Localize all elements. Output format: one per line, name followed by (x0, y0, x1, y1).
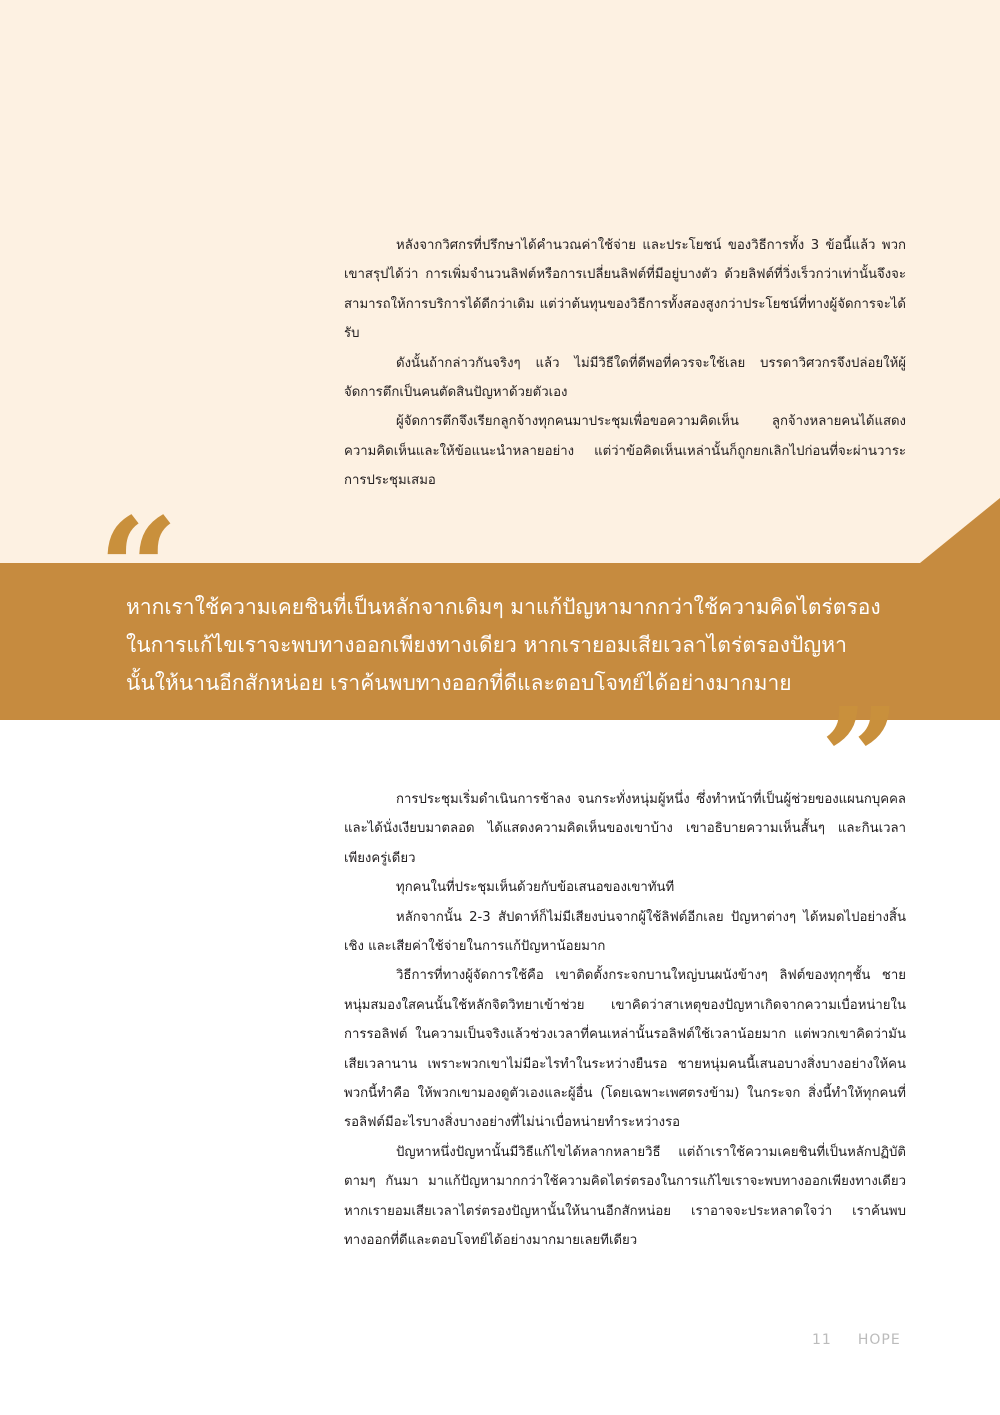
intro-paragraph: ผู้จัดการตึกจึงเรียกลูกจ้างทุกคนมาประชุมเพื่อขอความคิดเห็น ลูกจ้างหลายคนได้แสดงความคิดเห็นและให้ข้อแนะนำหลายอย่าง แต่ว่าข้อคิดเห็นเหล่านั้นก็ถูกยกเลิกไปก่อนที่จะผ่านวาระการประชุมเสมอ (344, 414, 906, 489)
page-footer (812, 1332, 912, 1348)
pull-quote-line: หากเราใช้ความเคยชินที่เป็นหลักจากเดิมๆ มาแก้ปัญหามากกว่าใช้ความคิดไตร่ตรอง (126, 595, 881, 619)
pull-quote (126, 588, 886, 702)
main-paragraph: วิธีการที่ทางผู้จัดการใช้คือ เขาติดตั้งกระจกบานใหญ่บนผนังข้างๆ ลิฟต์ของทุกๆชั้น ชายหนุ่มสมองใสคนนั้นใช้หลักจิตวิทยาเข้าช่วย เขาคิดว่าสาเหตุของปัญหาเกิดจากความเบื่อหน่ายในการรอลิฟต์ ในความเป็นจริงแล้วช่วงเวลาที่คนเหล่านั้นรอลิฟต์ใช้เวลาน้อยมาก แต่พวกเขาคิดว่ามันเสียเวลานาน เพราะพวกเขาไม่มีอะไรทำในระหว่างยืนรอ ชายหนุ่มคนนี้เสนอบางสิ่งบางอย่างให้คนพวกนี้ทำคือ ให้พวกเขามองดูตัวเองและผู้อื่น (โดยเฉพาะเพศตรงข้าม) ในกระจก สิ่งนี้ทำให้ทุกคนที่รอลิฟต์มีอะไรบางสิ่งบางอย่างที่ไม่น่าเบื่อหน่ายทำระหว่างรอ (344, 968, 906, 1131)
pull-quote-line: นั้นให้นานอีกสักหน่อย เราค้นพบทางออกที่ดีและตอบโจทย์ได้อย่างมากมาย (126, 671, 792, 695)
intro-text (344, 231, 906, 496)
main-paragraph: ปัญหาหนึ่งปัญหานั้นมีวิธีแก้ไขได้หลากหลายวิธี แต่ถ้าเราใช้ความเคยชินที่เป็นหลักปฏิบัติตามๆ กันมา มาแก้ปัญหามากกว่าใช้ความคิดไตร่ตรองในการแก้ไขเราจะพบทางออกเพียงทางเดียว หากเรายอมเสียเวลาไตร่ตรองปัญหานั้นให้นานอีกสักหน่อย เราอาจจะประหลาดใจว่า เราค้นพบทางออกที่ดีและตอบโจทย์ได้อย่างมากมายเลยทีเดียว (344, 1144, 906, 1249)
pull-quote-line: ในการแก้ไขเราจะพบทางออกเพียงทางเดียว หากเรายอมเสียเวลาไตร่ตรองปัญหา (126, 633, 847, 657)
intro-paragraph: ดังนั้นถ้ากล่าวกันจริงๆ แล้ว ไม่มีวิธีใดที่ดีพอที่ควรจะใช้เลย บรรดาวิศวกรจึงปล่อยให้ผู้จัดการตึกเป็นคนตัดสินปัญหาด้วยตัวเอง (344, 355, 906, 401)
intro-paragraph: หลังจากวิศกรที่ปรึกษาได้คำนวณค่าใช้จ่าย และประโยชน์ ของวิธีการทั้ง 3 ข้อนี้แล้ว พวกเขาสรุปได้ว่า การเพิ่มจำนวนลิฟต์หรือการเปลี่ยนลิฟต์ที่มีอยู่บางตัว ด้วยลิฟต์ที่วิ่งเร็วกว่าเท่านั้นจึงจะสามารถให้การบริการได้ดีกว่าเดิม แต่ว่าต้นทุนของวิธีการทั้งสองสูงกว่าประโยชน์ที่ทางผู้จัดการจะได้รับ (344, 238, 906, 342)
close-quote-icon: ” (820, 678, 901, 842)
magazine-name: HOPE (857, 1332, 901, 1348)
page-number: 11 (812, 1332, 832, 1348)
main-text (344, 785, 906, 1256)
main-paragraph: ทุกคนในที่ประชุมเห็นด้วยกับข้อเสนอของเขาทันที (396, 880, 675, 896)
main-paragraph: หลักจากนั้น 2-3 สัปดาห์ก็ไม่มีเสียงบ่นจากผู้ใช้ลิฟต์อีกเลย ปัญหาต่างๆ ได้หมดไปอย่างสิ้นเชิง และเสียค่าใช้จ่ายในการแก้ปัญหาน้อยมาก (344, 909, 906, 955)
open-quote-icon: “ (98, 488, 179, 652)
main-paragraph: การประชุมเริ่มดำเนินการช้าลง จนกระทั่งหนุ่มผู้หนึ่ง ซึ่งทำหน้าที่เป็นผู้ช่วยของแผนกบุคคลและได้นั่งเงียบมาตลอด ได้แสดงความคิดเห็นของเขาบ้าง เขาอธิบายความเห็นสั้นๆ และกินเวลาเพียงครู่เดียว (344, 792, 906, 866)
